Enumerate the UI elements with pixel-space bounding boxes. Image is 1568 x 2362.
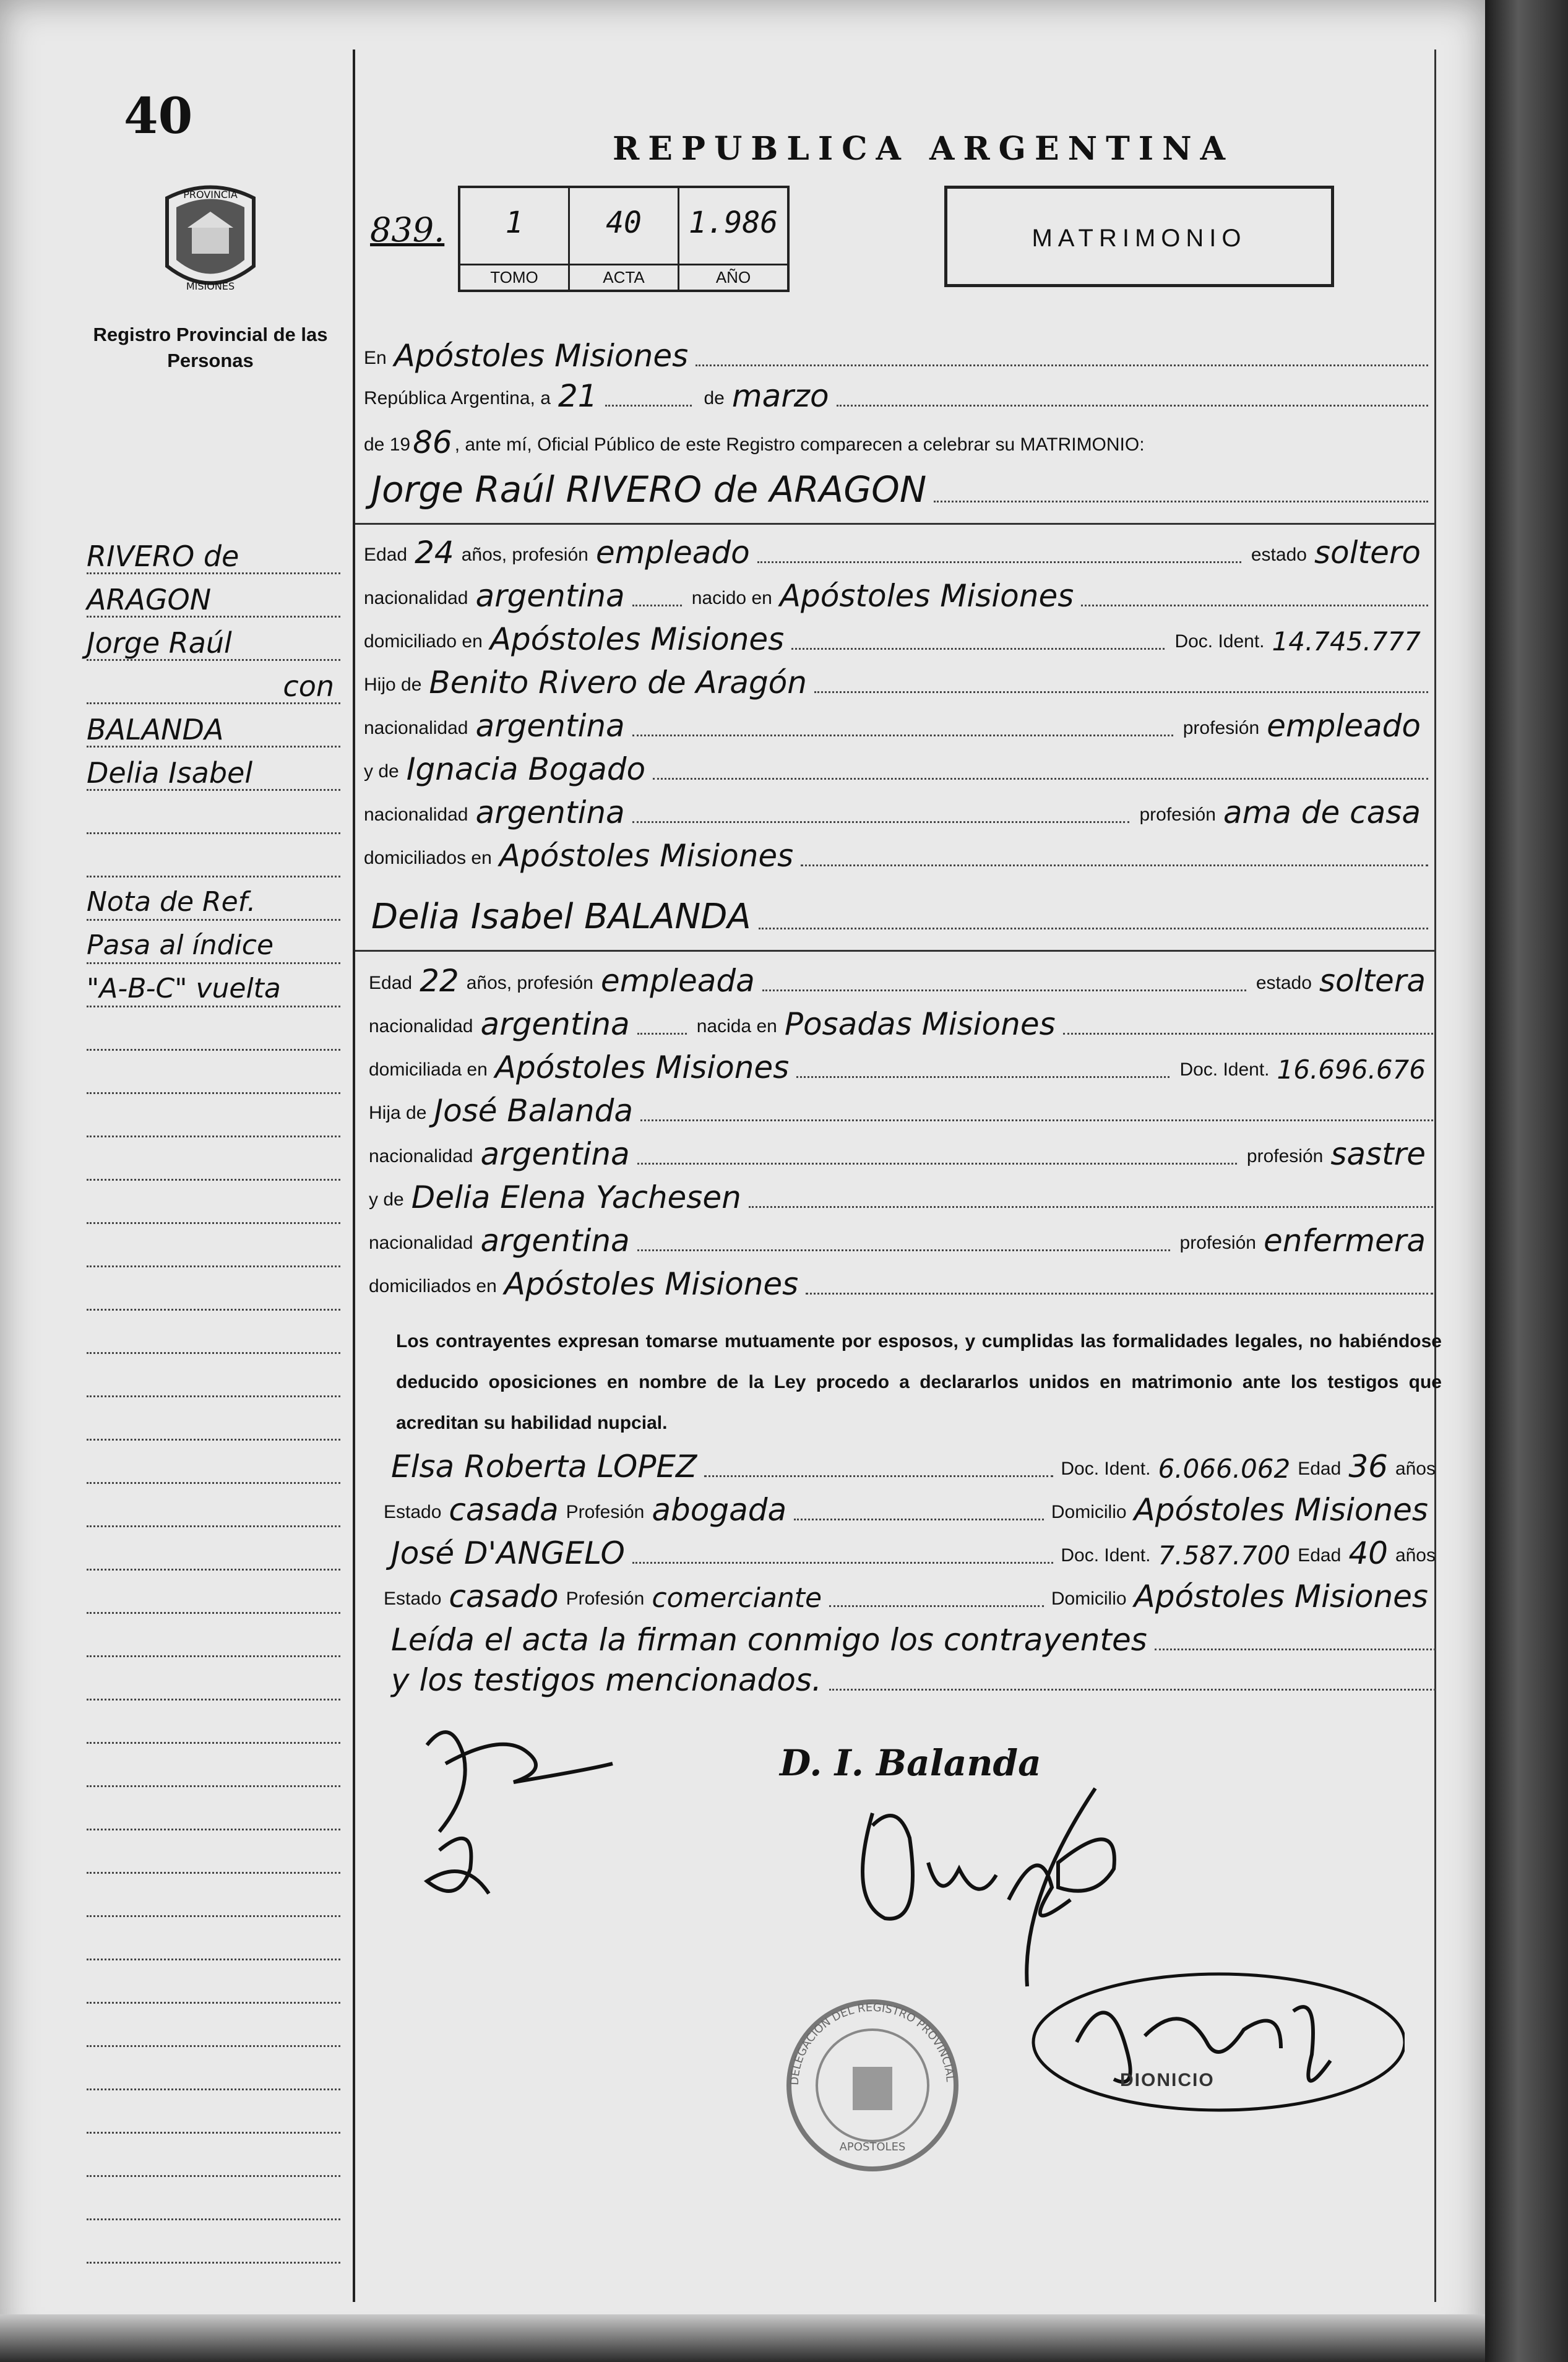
margin-ref-1: Nota de Ref. (87, 886, 256, 918)
document-type: MATRIMONIO (1032, 225, 1247, 252)
groom-age: 24 (415, 535, 454, 571)
marriage-year: 86 (413, 425, 452, 460)
acta-number: 839. (370, 210, 445, 249)
stamp-city: APOSTOLES (839, 2140, 906, 2153)
groom-parents-domicile: Apóstoles Misiones (499, 838, 794, 874)
margin-ref-3: "A-B-C" vuelta (87, 973, 281, 1004)
row-bride-parents-dom: domiciliados en Apóstoles Misiones (369, 1269, 1433, 1300)
margin-line-6: Delia Isabel (87, 756, 253, 790)
right-border (1434, 50, 1436, 2302)
bride-father-profession: sastre (1330, 1136, 1426, 1172)
crest-icon (158, 179, 263, 303)
marriage-day: 21 (558, 378, 598, 414)
tomo-label: TOMO (460, 264, 568, 290)
bride-domicile: Apóstoles Misiones (494, 1050, 790, 1085)
row-witness1: Elsa Roberta LOPEZ Doc. Ident. 6.066.062 Edad 36 años (384, 1451, 1436, 1482)
stamp-text: DELEGACION DEL REGISTRO PROVINCIAL (788, 2001, 957, 2086)
row-date: República Argentina, a 21 de marzo (364, 381, 1428, 412)
row-bride-father-nat: nacionalidad argentina profesión sastre (369, 1139, 1433, 1170)
bride-father: José Balanda (434, 1093, 633, 1129)
bride-age: 22 (420, 963, 459, 999)
margin-line-1: RIVERO de (87, 540, 239, 573)
witness2-profession: comerciante (652, 1582, 822, 1614)
registro-label: Registro Provincial de las Personas (93, 324, 328, 371)
bride-status: soltera (1319, 963, 1426, 999)
row-groom-name (364, 468, 1428, 511)
groom-father-profession: empleado (1267, 708, 1421, 744)
groom-profession: empleado (595, 535, 750, 571)
declaration-text: Los contrayentes expresan tomarse mutuamente por esposos, y cumplidas las formalidades legales, no habiéndose deducido oposiciones en nombre de la Ley procedo a declararlos unidos en matrimonio ante los testigos que acreditan su habilidad nupcial. (396, 1331, 1442, 1433)
witness1-age: 36 (1348, 1449, 1388, 1485)
bride-mother-profession: enfermera (1263, 1223, 1426, 1259)
witness1-name: Elsa Roberta LOPEZ (391, 1449, 697, 1485)
row-closing-1 (384, 1622, 1436, 1658)
row-groom-father: Hijo de Benito Rivero de Aragón (364, 667, 1428, 698)
row-witness2-details: Estado casado Profesión comerciante Domicilio Apóstoles Misiones (384, 1581, 1436, 1612)
row-closing-2 (384, 1662, 1436, 1698)
signature-bride: D. I. Balanda (780, 1742, 1041, 1784)
groom-doc: 14.745.777 (1272, 626, 1421, 657)
margin-line-5: BALANDA (87, 713, 224, 746)
row-bride-father: Hija de José Balanda (369, 1095, 1433, 1126)
republica-title: REPUBLICA ARGENTINA (613, 130, 1234, 168)
acta-label: ACTA (570, 264, 678, 290)
marriage-month: marzo (731, 378, 829, 414)
witness1-profession: abogada (652, 1492, 787, 1528)
bride-mother: Delia Elena Yachesen (411, 1179, 741, 1215)
margin-divider (353, 50, 355, 2302)
ano-label: AÑO (679, 264, 787, 290)
page-number: 40 (124, 87, 193, 145)
groom-mother-nationality: argentina (475, 795, 625, 830)
bride-profession: empleada (600, 963, 755, 999)
row-bride-age: Edad 22 años, profesión empleada estado soltera (369, 965, 1433, 996)
row-witness1-details: Estado casada Profesión abogada Domicilio Apóstoles Misiones (384, 1494, 1436, 1525)
row-bride-mother-nat: nacionalidad argentina profesión enfermera (369, 1225, 1433, 1256)
witness2-domicile: Apóstoles Misiones (1134, 1579, 1428, 1614)
bride-name: Delia Isabel BALANDA (371, 897, 751, 937)
margin-line-3: Jorge Raúl (87, 626, 232, 660)
closing-line-1: Leída el acta la firman conmigo los contrayentes (391, 1622, 1147, 1658)
row-bride-nationality: nacionalidad argentina nacida en Posadas Misiones (369, 1009, 1433, 1040)
groom-father: Benito Rivero de Aragón (429, 665, 807, 700)
witness2-age: 40 (1348, 1535, 1388, 1571)
row-bride-name (364, 897, 1428, 937)
row-place: En Apóstoles Misiones (364, 340, 1428, 371)
margin-line-4: con (283, 670, 334, 703)
row-groom-nationality: nacionalidad argentina nacido en Apóstoles Misiones (364, 580, 1428, 611)
groom-name: Jorge Raúl RIVERO de ARAGON (371, 468, 927, 511)
groom-mother-profession: ama de casa (1223, 795, 1421, 830)
signature-official (1021, 1955, 1405, 2129)
bride-doc: 16.696.676 (1277, 1054, 1426, 1085)
row-year: de 19 86 , ante mí, Oficial Público de este Registro comparecen a celebrar su MATRIMONIO: (364, 425, 1145, 460)
groom-domicile: Apóstoles Misiones (489, 621, 785, 657)
ano-value: 1.986 (688, 205, 778, 240)
book-bottom-edge (0, 2314, 1485, 2362)
margin-line-2: ARAGON (87, 583, 212, 616)
row-groom-parents-dom: domiciliados en Apóstoles Misiones (364, 840, 1428, 871)
groom-father-nationality: argentina (475, 708, 625, 744)
bride-mother-nationality: argentina (480, 1223, 630, 1259)
row-bride-mother: y de Delia Elena Yachesen (369, 1182, 1433, 1213)
witness1-domicile: Apóstoles Misiones (1134, 1492, 1428, 1528)
tomo-value: 1 (505, 205, 523, 240)
tomo-acta-ano-box (458, 186, 790, 292)
closing-line-2: y los testigos mencionados. (391, 1662, 822, 1698)
acta-value: 40 (606, 205, 642, 240)
groom-birthplace: Apóstoles Misiones (779, 578, 1074, 614)
row-groom-mother-nat: nacionalidad argentina profesión ama de casa (364, 797, 1428, 828)
witness2-name: José D'ANGELO (391, 1535, 625, 1571)
groom-status: soltero (1314, 535, 1421, 571)
marriage-place: Apóstoles Misiones (394, 338, 689, 374)
crest-label-bottom: MISIONES (186, 280, 235, 292)
bride-parents-domicile: Apóstoles Misiones (504, 1266, 799, 1302)
row-bride-domicile: domiciliada en Apóstoles Misiones Doc. Ident. 16.696.676 (369, 1052, 1433, 1083)
margin-ref-2: Pasa al índice (87, 929, 274, 961)
witness1-doc: 6.066.062 (1158, 1454, 1291, 1484)
signature-groom (402, 1708, 625, 1906)
witness2-doc: 7.587.700 (1158, 1540, 1291, 1571)
bride-father-nationality: argentina (480, 1136, 630, 1172)
row-witness2: José D'ANGELO Doc. Ident. 7.587.700 Edad 40 años (384, 1538, 1436, 1569)
official-stamp (773, 1993, 971, 2178)
row-groom-mother: y de Ignacia Bogado (364, 754, 1428, 785)
book-edge (1485, 0, 1568, 2362)
document-type-box (944, 186, 1334, 287)
official-text: DIONICIO (1120, 2070, 1215, 2090)
groom-nationality: argentina (475, 578, 625, 614)
row-groom-domicile: domiciliado en Apóstoles Misiones Doc. Ident. 14.745.777 (364, 624, 1428, 655)
groom-mother: Ignacia Bogado (406, 751, 646, 787)
witness2-status: casado (449, 1579, 559, 1614)
row-groom-father-nat: nacionalidad argentina profesión empleado (364, 710, 1428, 741)
bride-birthplace: Posadas Misiones (784, 1006, 1056, 1042)
row-groom-age: Edad 24 años, profesión empleado estado soltero (364, 537, 1428, 568)
bride-nationality: argentina (480, 1006, 630, 1042)
crest-label-top: PROVINCIA (183, 189, 238, 200)
witness1-status: casada (449, 1492, 559, 1528)
